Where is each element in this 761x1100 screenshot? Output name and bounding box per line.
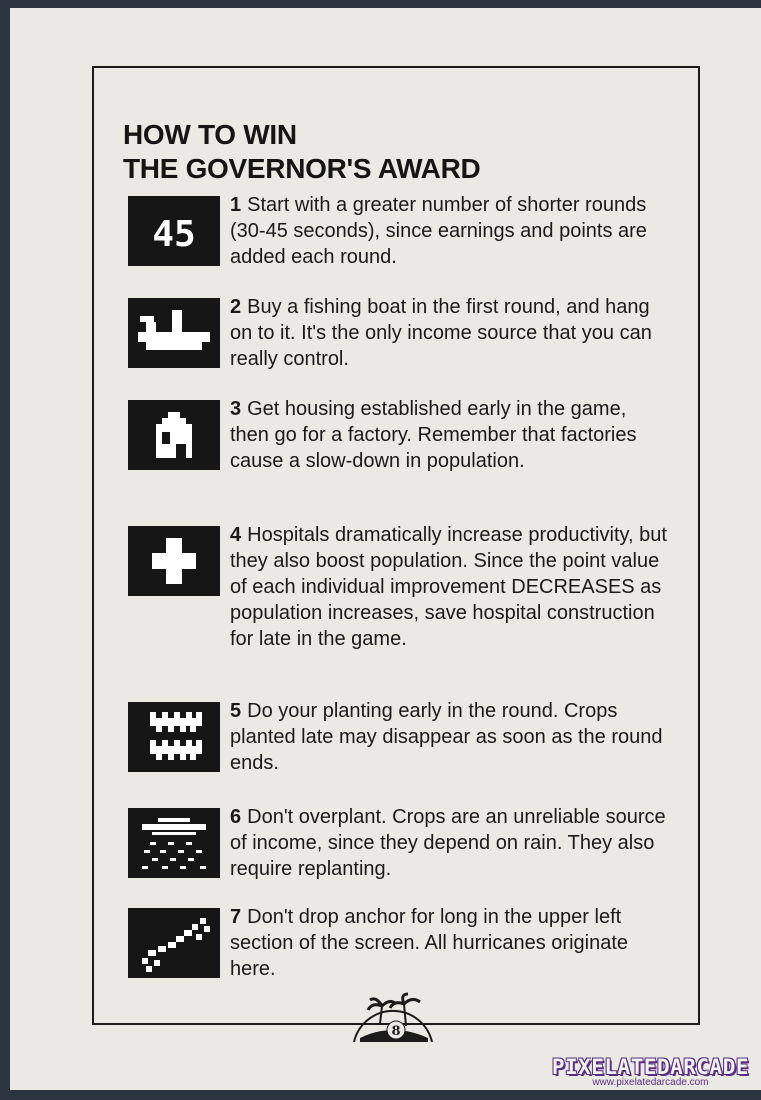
- manual-page: [10, 8, 761, 1090]
- watermark-url: www.pixelatedarcade.com: [592, 1077, 709, 1088]
- tip-number: 6: [230, 806, 242, 828]
- island-logo-icon: [350, 986, 436, 1042]
- tip-text: [230, 192, 670, 270]
- tip-number: 3: [230, 398, 242, 420]
- tip-text: [230, 804, 670, 882]
- tip-number: 4: [230, 524, 242, 546]
- icon-digits: 45: [152, 214, 196, 255]
- title-line-2: THE GOVERNOR'S AWARD: [123, 153, 481, 184]
- fishing-boat-icon: [128, 298, 220, 368]
- score-45-icon: [128, 196, 220, 266]
- tip-text: [230, 698, 670, 776]
- hospital-cross-icon: [128, 526, 220, 596]
- crops-icon: [128, 702, 220, 772]
- tip-number: 2: [230, 296, 242, 318]
- rain-cloud-icon: [128, 808, 220, 878]
- tip-body: Get housing established early in the game, then go for a factory. Remember that factories cause a slow-down in population.: [230, 398, 637, 472]
- page-title: [123, 118, 480, 186]
- page-number: 8: [391, 1024, 401, 1039]
- tip-number: 1: [230, 194, 242, 216]
- tip-text: [230, 904, 670, 982]
- tip-number: 7: [230, 906, 242, 928]
- tip-text: [230, 294, 670, 372]
- tip-body: Don't overplant. Crops are an unreliable source of income, since they depend on rain. They also require replanting.: [230, 806, 666, 880]
- tip-number: 5: [230, 700, 242, 722]
- tip-body: Hospitals dramatically increase productivity, but they also boost population. Since the point value of each individual improvement DECREASES as population increases, save hospital construction for late in the game.: [230, 524, 667, 650]
- tip-body: Don't drop anchor for long in the upper left section of the screen. All hurricanes originate here.: [230, 906, 628, 980]
- watermark-name: PIXELATEDARCADE: [551, 1055, 749, 1079]
- tip-body: Buy a fishing boat in the first round, and hang on to it. It's the only income source that you can really control.: [230, 296, 652, 370]
- tip-body: Do your planting early in the round. Crops planted late may disappear as soon as the round ends.: [230, 700, 663, 774]
- watermark: [552, 1055, 749, 1088]
- tip-body: Start with a greater number of shorter rounds (30-45 seconds), since earnings and points are added each round.: [230, 194, 647, 268]
- tip-text: [230, 522, 670, 652]
- hurricane-icon: [128, 908, 220, 978]
- title-line-1: HOW TO WIN: [123, 119, 297, 150]
- house-icon: [128, 400, 220, 470]
- tip-text: [230, 396, 670, 474]
